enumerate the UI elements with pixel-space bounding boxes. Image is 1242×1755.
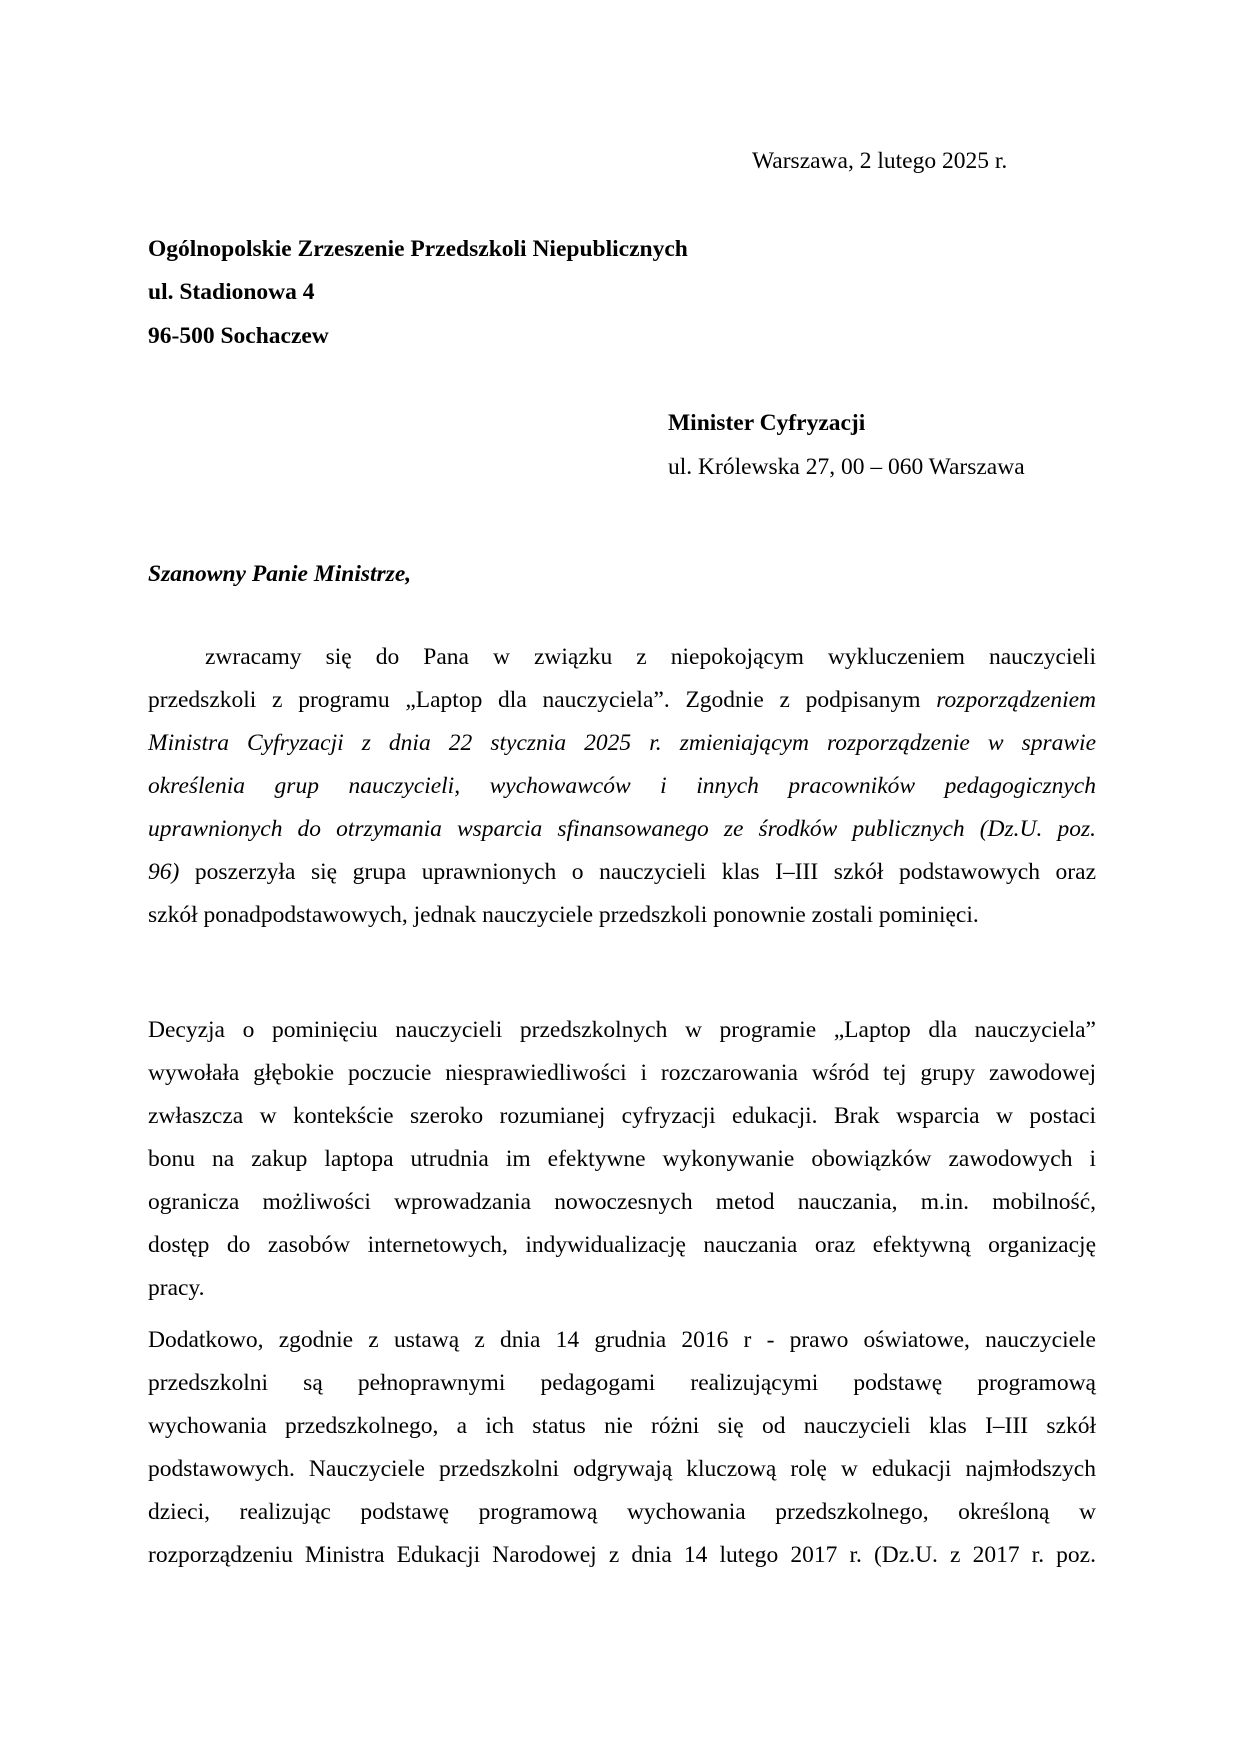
italic-text: uprawnionych do otrzymania wsparcia sfinansowanego ze środków publicznych (Dz.U. poz. (148, 816, 1096, 842)
paragraph-line (148, 636, 1096, 679)
text: dostęp do zasobów internetowych, indywidualizację nauczania oraz efektywną organizację (148, 1232, 1096, 1258)
paragraph-line (148, 1448, 1096, 1491)
text: szkół ponadpodstawowych, jednak nauczyciele przedszkoli ponownie zostali pominięci. (148, 902, 979, 928)
text: przedszkolni są pełnoprawnymi pedagogami realizującymi podstawę programową (148, 1370, 1096, 1396)
paragraph-line (148, 1534, 1096, 1577)
paragraph-line (148, 765, 1096, 808)
text: wywołała głębokie poczucie niesprawiedliwości i rozczarowania wśród tej grupy zawodowej (148, 1060, 1096, 1086)
paragraph-line (148, 1405, 1096, 1448)
paragraph-line (148, 1319, 1096, 1362)
text: zwłaszcza w kontekście szeroko rozumianej cyfryzacji edukacji. Brak wsparcia w postaci (148, 1103, 1096, 1129)
salutation: Szanowny Panie Ministrze, (148, 561, 412, 587)
italic-text: 96) (148, 859, 180, 885)
paragraph-line (148, 1052, 1096, 1095)
paragraph-line (148, 1491, 1096, 1534)
text: bonu na zakup laptopa utrudnia im efektywne wykonywanie obowiązków zawodowych i (148, 1146, 1096, 1172)
paragraph-line (148, 1362, 1096, 1405)
text: podstawowych. Nauczyciele przedszkolni odgrywają kluczową rolę w edukacji najmłodszych (148, 1456, 1096, 1482)
italic-text: rozporządzeniem (936, 687, 1096, 713)
paragraph-line (148, 1009, 1096, 1052)
paragraph-line (148, 1095, 1096, 1138)
text: Dodatkowo, zgodnie z ustawą z dnia 14 grudnia 2016 r - prawo oświatowe, nauczyciele (148, 1327, 1096, 1353)
italic-text: określenia grup nauczycieli, wychowawców i innych pracowników pedagogicznych (148, 773, 1096, 799)
paragraph-line (148, 1267, 1096, 1310)
place-and-date: Warszawa, 2 lutego 2025 r. (752, 148, 1008, 174)
paragraph-line (148, 1224, 1096, 1267)
text: pracy. (148, 1275, 205, 1301)
sender-street: ul. Stadionowa 4 (148, 279, 315, 305)
text: dzieci, realizując podstawę programową wychowania przedszkolnego, określoną w (148, 1499, 1096, 1525)
text: zwracamy się do Pana w związku z niepokojącym wykluczeniem nauczycieli (205, 644, 1096, 670)
text: Decyzja o pominięciu nauczycieli przedszkolnych w programie „Laptop dla nauczyciela” (148, 1017, 1096, 1043)
italic-text: Ministra Cyfryzacji z dnia 22 stycznia 2025 r. zmieniającym rozporządzenie w sprawie (148, 730, 1096, 756)
text: przedszkoli z programu „Laptop dla nauczyciela”. Zgodnie z podpisanym (148, 687, 937, 713)
text: rozporządzeniu Ministra Edukacji Narodowej z dnia 14 lutego 2017 r. (Dz.U. z 2017 r. poz. (148, 1542, 1096, 1568)
paragraph-line (148, 679, 1096, 722)
paragraph-2 (148, 1009, 1096, 1310)
text: ogranicza możliwości wprowadzania nowoczesnych metod nauczania, m.in. mobilność, (148, 1189, 1096, 1215)
text: poszerzyła się grupa uprawnionych o nauczycieli klas I–III szkół podstawowych oraz (179, 859, 1096, 885)
text: wychowania przedszkolnego, a ich status nie różni się od nauczycieli klas I–III szkół (148, 1413, 1096, 1439)
paragraph-line (148, 894, 1096, 937)
paragraph-line (148, 851, 1096, 894)
sender-name: Ogólnopolskie Zrzeszenie Przedszkoli Niepublicznych (148, 236, 688, 262)
paragraph-line (148, 1138, 1096, 1181)
paragraph-3 (148, 1319, 1096, 1577)
paragraph-line (148, 722, 1096, 765)
paragraph-line (148, 808, 1096, 851)
paragraph-line (148, 1181, 1096, 1224)
paragraph-1 (148, 636, 1096, 937)
recipient-name: Minister Cyfryzacji (668, 410, 866, 436)
sender-city: 96-500 Sochaczew (148, 323, 329, 349)
recipient-address: ul. Królewska 27, 00 – 060 Warszawa (668, 454, 1025, 480)
